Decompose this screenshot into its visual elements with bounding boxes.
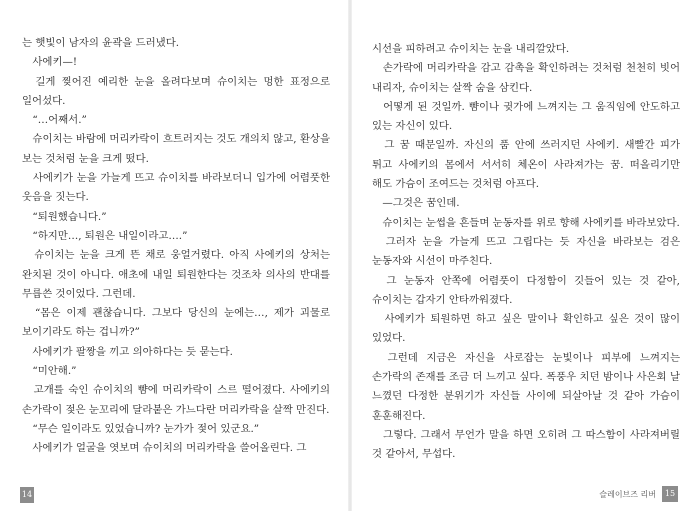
- left-paragraph: “하지만…, 퇴원은 내일이라고….”: [22, 229, 188, 242]
- left-paragraph: 사에키가 눈을 가늘게 뜨고 슈이치를 바라보더니 입가에 어렴풋한 웃음을 짓는다.: [22, 172, 330, 204]
- left-paragraph: 사에키—!: [22, 56, 78, 69]
- page-number-left: 14: [20, 487, 34, 503]
- page-number-right: 15: [662, 486, 678, 502]
- left-paragraph: 는 햇빛이 남자의 윤곽을 드러냈다.: [22, 37, 180, 49]
- left-paragraph: “무슨 일이라도 있었습니까? 눈가가 젖어 있군요.”: [22, 422, 260, 435]
- right-paragraph: —그것은 꿈인데.: [372, 197, 460, 210]
- running-title: 슬레이브즈 리버: [599, 489, 656, 499]
- right-paragraph: 그렇다. 그래서 무언가 말을 하면 오히려 그 따스함이 사라져버릴 것 같아서, 무섭다.: [372, 428, 680, 461]
- left-paragraph: 사에키가 얼굴을 엿보며 슈이치의 머리카락을 쓸어올린다. 그: [22, 442, 307, 455]
- right-paragraph: 그러자 눈을 가늘게 뜨고 그립다는 듯 자신을 바라보는 검은 눈동자와 시선이 마주친다.: [372, 235, 680, 268]
- right-footer: [599, 486, 678, 502]
- right-paragraph: 그런데 지금은 자신을 사로잡는 눈빛이나 피부에 느껴지는 손가락의 존재를 조금 더 느끼고 싶다. 폭풍우 치던 밤이나 사은회 날 느꼈던 다정한 분위기가 자신들 사이에 되살아날 것 같아 가슴이 훈훈해진다.: [372, 351, 680, 422]
- left-paragraph: 사에키가 팔짱을 끼고 의아하다는 듯 묻는다.: [22, 345, 233, 358]
- left-paragraph: “미안해.”: [22, 365, 77, 378]
- right-paragraph: 그 꿈 때문일까. 자신의 품 안에 쓰러지던 사에키. 새빨간 피가 튀고 사에키의 몸에서 서서히 체온이 사라져가는 꿈. 떠올리기만 해도 가슴이 조여드는 것처럼 아프다.: [372, 139, 680, 191]
- left-paragraph: 길게 찢어진 예리한 눈을 올려다보며 슈이치는 멍한 표정으로 일어섰다.: [22, 75, 330, 107]
- left-paragraph: 슈이치는 바람에 머리카락이 흐트러지는 것도 개의치 않고, 환상을 보는 것처럼 눈을 크게 떴다.: [22, 133, 330, 165]
- right-paragraph: 그 눈동자 안쪽에 어렴풋이 다정함이 깃들어 있는 것 같아, 슈이치는 갑자기 안타까워졌다.: [372, 274, 680, 306]
- right-paragraph: 손가락에 머리카락을 감고 감촉을 확인하려는 것처럼 천천히 빗어 내리자, 슈이치는 살짝 숨을 삼킨다.: [372, 62, 680, 94]
- right-paragraph: 슈이치는 눈썹을 흔들며 눈동자를 위로 향해 사에키를 바라보았다.: [372, 216, 680, 229]
- left-paragraph: 고개를 숙인 슈이치의 뺨에 머리카락이 스르 떨어졌다. 사에키의 손가락이 젖은 눈꼬리에 달라붙은 가느다란 머리카락을 살짝 만진다.: [22, 384, 330, 416]
- right-paragraph: 어떻게 된 것일까. 뺨이나 귓가에 느껴지는 그 움직임에 안도하고 있는 자신이 있다.: [372, 100, 680, 133]
- left-paragraph: “퇴원했습니다.”: [22, 210, 107, 223]
- right-paragraph: 사에키가 퇴원하면 하고 싶은 말이나 확인하고 싶은 것이 많이 있었다.: [372, 313, 680, 345]
- right-paragraph: 시선을 피하려고 슈이치는 눈을 내리깔았다.: [372, 43, 570, 55]
- right-page: [350, 0, 700, 511]
- left-paragraph: “몸은 이제 괜찮습니다. 그보다 당신의 눈에는…, 제가 괴물로 보이기라도 하는 겁니까?”: [22, 307, 330, 339]
- left-paragraph: “…어째서.”: [22, 114, 87, 127]
- left-paragraph: 슈이치는 눈을 크게 뜬 채로 웅얼거렸다. 아직 사에키의 상처는 완치된 것이 아니다. 애초에 내일 퇴원한다는 것조차 의사의 반대를 무릅쓴 것이었다. 그런데.: [22, 249, 330, 300]
